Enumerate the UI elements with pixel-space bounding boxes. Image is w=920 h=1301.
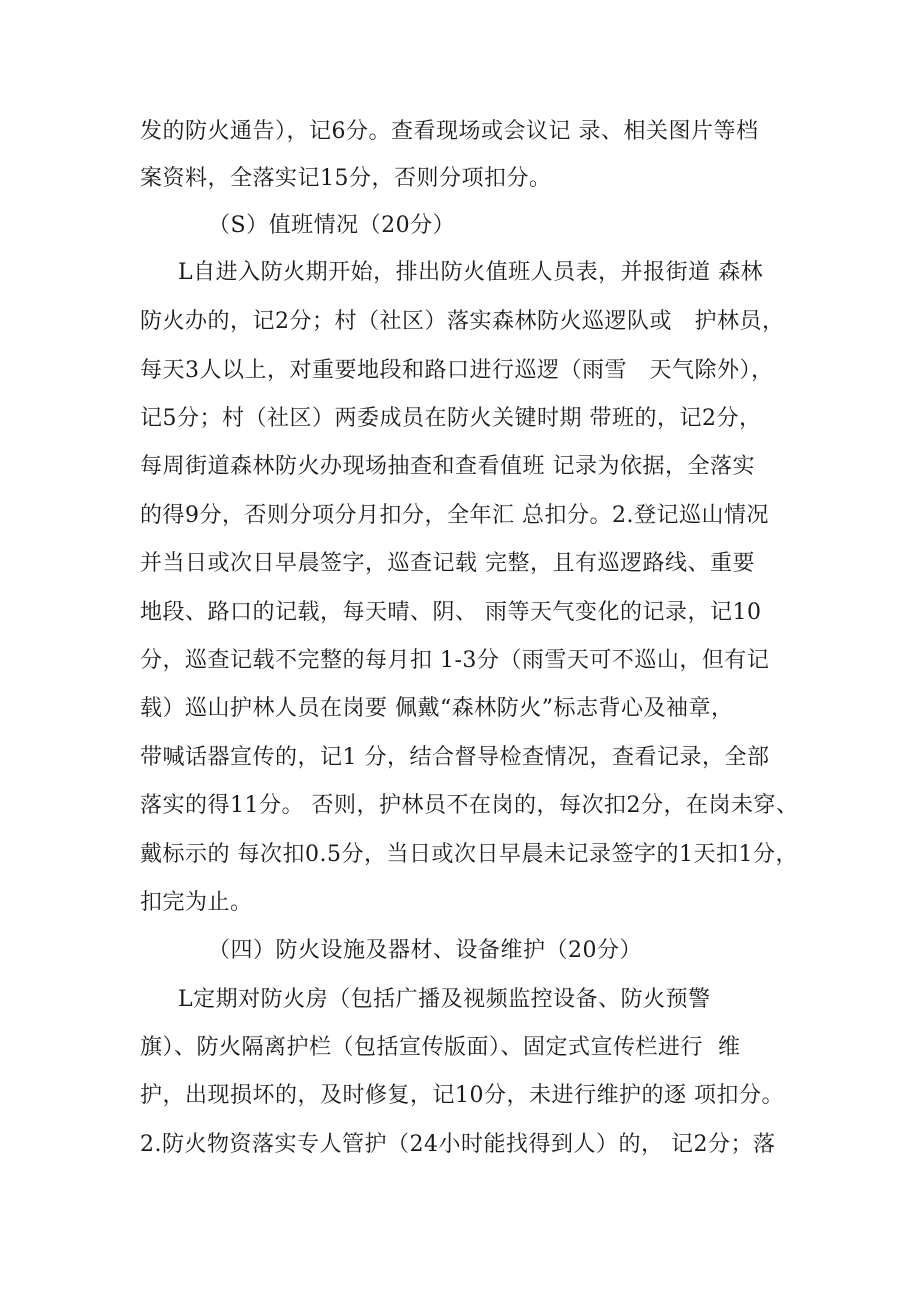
text-line: 旗）、防火隔离护栏（包括宣传版面）、固定式宣传栏进行 维 [140,1035,741,1060]
text-line: 每周街道森林防火办现场抽查和查看值班 记录为依据，全落实 [140,454,755,479]
text-line: 案资料，全落实记15分，否则分项扣分。 [140,166,552,191]
text-line: 载）巡山护林人员在岗要 佩戴“森林防火”标志背心及袖章， [140,696,734,721]
text-line: L自进入防火期开始，排出防火值班人员表，并报街道 森林 [178,260,764,285]
text-line: 戴标示的 每次扣0.5分，当日或次日早晨未记录签字的1天扣1分， [140,842,798,867]
section-heading-duty: （S）值班情况（20分） [208,213,456,238]
text-line: 护，出现损坏的，及时修复，记10分，未进行维护的逐 项扣分。 [140,1083,784,1108]
text-line: 的得9分，否则分项分月扣分，全年汇 总扣分。2.登记巡山情况 [140,503,769,528]
text-line: 带喊话器宣传的，记1 分，结合督导检查情况，查看记录，全部 [140,745,770,770]
text-line: 扣完为止。 [140,890,253,915]
text-line: 并当日或次日早晨签字，巡查记载 完整，且有巡逻路线、重要 [140,551,755,576]
text-line: L定期对防火房（包括广播及视频监控设备、防火预警 [178,987,711,1012]
text-line: 记5分；村（社区）两委成员在防火关键时期 带班的，记2分， [140,406,762,431]
text-line: 2.防火物资落实专人管护（24小时能找得到人）的， 记2分；落 [140,1132,776,1157]
text-line: 分，巡查记载不完整的每月扣 1-3分（雨雪天可不巡山，但有记 [140,648,770,673]
section-heading-facilities: （四）防火设施及器材、设备维护（20分） [208,938,642,963]
text-line: 每天3人以上，对重要地段和路口进行巡逻（雨雪 天气除外）， [140,358,774,383]
text-line: 发的防火通告），记6分。查看现场或会议记 录、相关图片等档 [140,119,759,144]
text-line: 地段、路口的记载，每天晴、阴、 雨等天气变化的记录，记10 [140,600,762,625]
text-line: 落实的得11分。 否则，护林员不在岗的，每次扣2分，在岗未穿、 [140,793,799,818]
text-line: 防火办的，记2分；村（社区）落实森林防火巡逻队或 护林员， [140,309,785,334]
